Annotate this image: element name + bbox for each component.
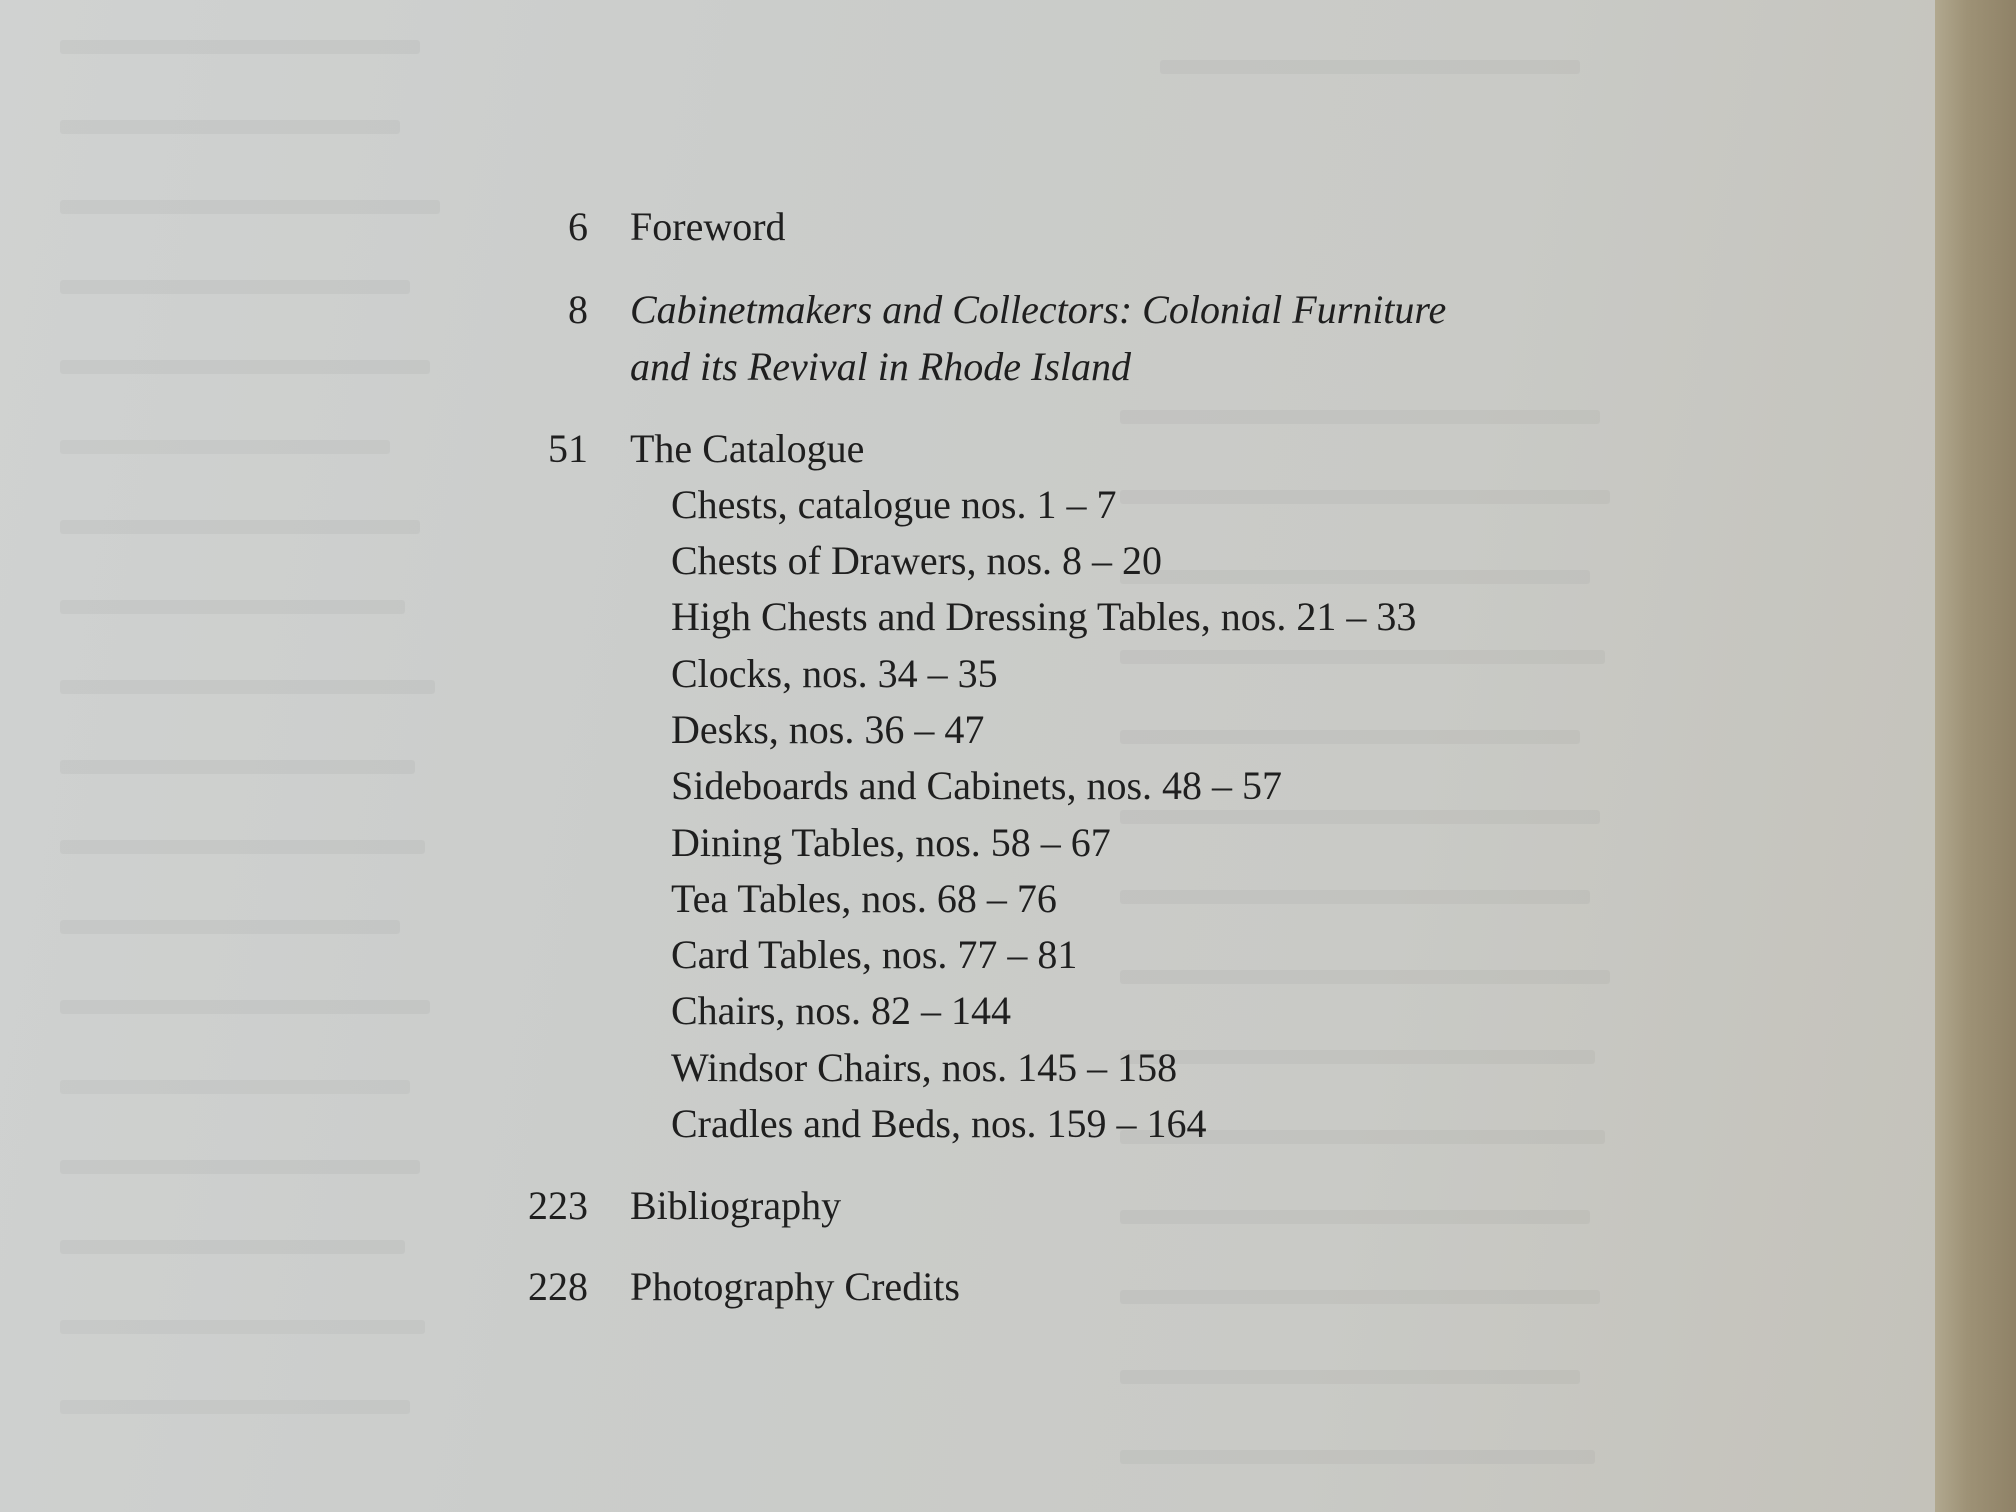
toc-entry-foreword: Foreword [630,204,786,249]
toc-entry-photography-credits: Photography Credits [630,1264,960,1309]
toc-page-number: 228 [528,1264,588,1309]
toc-subentry: Sideboards and Cabinets, nos. 48 – 57 [671,763,1283,808]
toc-subentry: Card Tables, nos. 77 – 81 [671,932,1078,977]
toc-entry-catalogue: The Catalogue [630,426,865,471]
toc-page-number: 8 [568,287,588,332]
toc-subentry: Desks, nos. 36 – 47 [671,707,985,752]
toc-subentry: Chairs, nos. 82 – 144 [671,988,1011,1033]
toc-subentry: Windsor Chairs, nos. 145 – 158 [671,1045,1178,1090]
toc-subentry: Clocks, nos. 34 – 35 [671,651,998,696]
book-binding-edge [1935,0,2016,1512]
toc-page-number: 51 [548,426,588,471]
toc-page-number: 223 [528,1183,588,1228]
toc-subentry: High Chests and Dressing Tables, nos. 21 – 33 [671,594,1417,639]
toc-subentry: Dining Tables, nos. 58 – 67 [671,820,1111,865]
toc-subentry: Chests of Drawers, nos. 8 – 20 [671,538,1163,583]
toc-entry-essay-line1: Cabinetmakers and Collectors: Colonial Furniture [630,287,1447,332]
toc-entry-essay-line2: and its Revival in Rhode Island [630,344,1132,389]
toc-entry-bibliography: Bibliography [630,1183,842,1228]
toc-subentry: Cradles and Beds, nos. 159 – 164 [671,1101,1207,1146]
toc-page-number: 6 [568,204,588,249]
toc-subentry: Tea Tables, nos. 68 – 76 [671,876,1057,921]
toc-subentry: Chests, catalogue nos. 1 – 7 [671,482,1117,527]
